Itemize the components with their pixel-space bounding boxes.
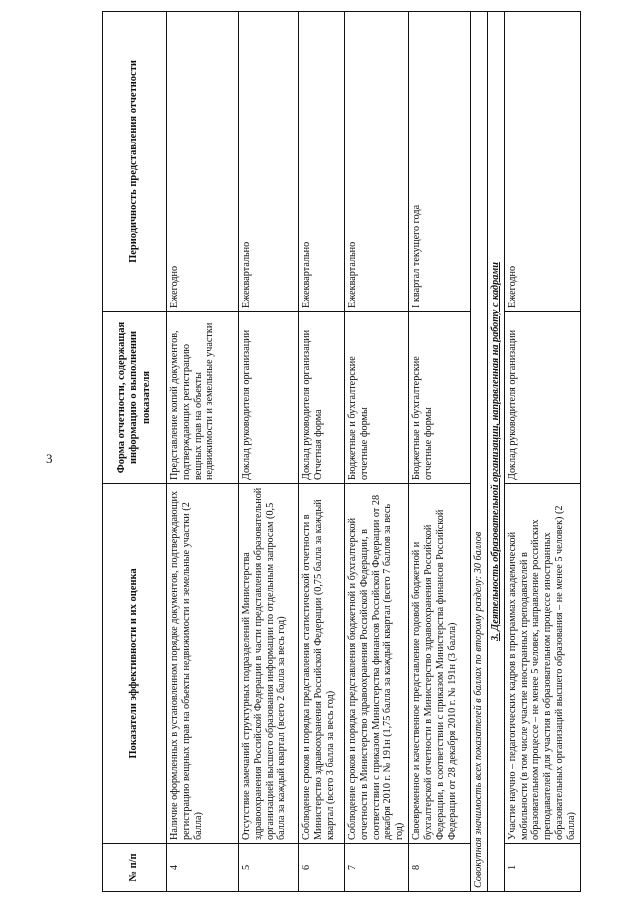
table-row <box>239 12 299 892</box>
row-form: Бюджетные и бухгалтерские отчетные формы <box>345 312 409 484</box>
row-indicator: Наличие оформленных в установленном порядке документов, подтверждающих регистрацию вещных прав на объекты недвижимости и земельные участки (2 балла) <box>167 484 239 844</box>
header-form: Форма отчетности, содержащая информацию о выполнении показателя <box>103 312 167 484</box>
row-indicator: Своевременное и качественное представление годовой бюджетной и бухгалтерской отчетности в Министерство здравоохранения Российской Федерации, в соответствии с приказом Министерства финансов Российской Федерации от 28 декабря 2010 г. № 191н (3 балла) <box>409 484 471 844</box>
row-num: 8 <box>409 844 471 892</box>
row-form: Доклад руководителя организации <box>239 312 299 484</box>
table-row <box>167 12 239 892</box>
row-period: Ежеквартально <box>239 12 299 312</box>
row-period: Ежегодно <box>167 12 239 312</box>
row-indicator: Соблюдение сроков и порядка представления бюджетной и бухгалтерской отчетности в Министерство здравоохранения Российской Федерации, в соответствии с приказом Министерства финансов Российской Федерации от 28 декабря 2010 г. № 191н (1,75 балла за каждый квартал (всего 7 баллов за весь год) <box>345 484 409 844</box>
row-indicator: Отсутствие замечаний структурных подразделений Министерства здравоохранения Российской Федерации в части представления образовательной организацией высшего образования информации по отдельным запросам (0,5 балла за каждый квартал (всего 2 балла за весь год) <box>239 484 299 844</box>
section-3-title: 3. Деятельность образовательной организации, направленная на работу с кадрами <box>487 12 504 892</box>
row-period: Ежеквартально <box>299 12 345 312</box>
table-row <box>504 12 580 892</box>
table-row <box>299 12 345 892</box>
row-num: 7 <box>345 844 409 892</box>
table-row <box>345 12 409 892</box>
page-number: 3 <box>46 451 53 466</box>
row-indicator: Участие научно – педагогических кадров в программах академической мобильности (в том числе участие иностранных преподавателей в образовательном процессе – не менее 5 человек, направление российских преподавателей для участия в образовательном процессе иностранных образовательных организаций высшего образования – не менее 5 человек) (2 балла) <box>504 484 580 844</box>
section-title-row <box>487 12 504 892</box>
row-period: I квартал текущего года <box>409 12 471 312</box>
table-row <box>409 12 471 892</box>
row-form: Доклад руководителя организации Отчетная форма <box>299 312 345 484</box>
row-num: 1 <box>504 844 580 892</box>
row-form: Представление копий документов, подтверждающих регистрацию вещных прав на объекты недвижимости и земельные участки <box>167 312 239 484</box>
summary-row <box>471 12 488 892</box>
header-indicator: Показатели эффективности и их оценка <box>103 484 167 844</box>
row-num: 4 <box>167 844 239 892</box>
rotated-table-wrapper <box>102 12 577 892</box>
row-period: Ежегодно <box>504 12 580 312</box>
header-num: № п/п <box>103 844 167 892</box>
row-form: Бюджетные и бухгалтерские отчетные формы <box>409 312 471 484</box>
header-period: Периодичность представления отчетности <box>103 12 167 312</box>
row-num: 6 <box>299 844 345 892</box>
row-indicator: Соблюдение сроков и порядка представления статистической отчетности в Министерство здравоохранения Российской Федерации (0,75 балла за каждый квартал (всего 3 балла за весь год) <box>299 484 345 844</box>
row-period: Ежеквартально <box>345 12 409 312</box>
row-form: Доклад руководителя организации <box>504 312 580 484</box>
section-summary: Совокупная значимость всех показателей в баллах по второму разделу: 30 баллов <box>471 12 488 892</box>
row-num: 5 <box>239 844 299 892</box>
efficiency-indicators-table <box>102 11 581 892</box>
table-header-row <box>103 12 167 892</box>
